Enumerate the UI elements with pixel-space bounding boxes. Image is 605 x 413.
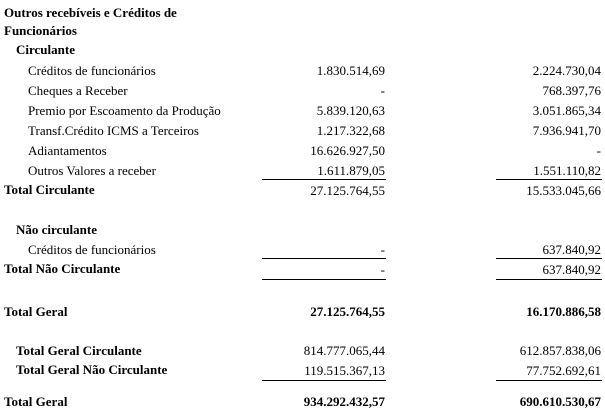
row-label: Adiantamentos [28, 143, 107, 158]
summary-nao-circulante-label: Total Geral Não Circulante [16, 362, 168, 377]
subtotal-rule-col1 [262, 179, 386, 180]
summary-circulante-col2: 612.857.838,06 [519, 343, 601, 358]
total-rule-col1 [262, 279, 386, 280]
row-value-col2: 768.397,76 [542, 83, 601, 98]
row-value-col2: - [596, 143, 601, 158]
total-geral-col2: 16.170.886,58 [526, 304, 601, 319]
total-nao-circulante-col1: - [380, 262, 385, 277]
circulante-heading: Circulante [16, 42, 75, 57]
row-label: Premio por Escoamento da Produção [28, 103, 221, 118]
section-title-line1: Outros recebíveis e Créditos de [4, 5, 177, 20]
row-value-col1: 1.217.322,68 [316, 123, 385, 138]
row-value-col1: 1.611.879,05 [317, 163, 385, 178]
total-circulante-label: Total Circulante [4, 182, 95, 197]
nao-circulante-heading: Não circulante [16, 222, 97, 237]
summary-circulante-label: Total Geral Circulante [16, 343, 142, 358]
total-geral-label: Total Geral [4, 304, 68, 319]
total-circulante-col1: 27.125.764,55 [310, 183, 385, 198]
total-geral-col1: 27.125.764,55 [310, 304, 385, 319]
summary-rule-col1 [262, 380, 386, 381]
row-value-col2: 2.224.730,04 [532, 63, 601, 78]
total-nao-circulante-label: Total Não Circulante [4, 261, 121, 276]
total-nao-circulante-col2: 637.840,92 [542, 262, 601, 277]
grand-total-col1: 934.292.432,57 [303, 394, 385, 409]
summary-nao-circulante-col1: 119.515.367,13 [304, 363, 385, 378]
row-value-col1: - [380, 242, 385, 257]
row-value-col2: 7.936.941,70 [532, 123, 601, 138]
row-label: Créditos de funcionários [28, 242, 156, 257]
row-value-col1: 16.626.927,50 [310, 143, 385, 158]
row-value-col1: 1.830.514,69 [316, 63, 385, 78]
row-value-col2: 637.840,92 [542, 242, 601, 257]
grand-total-col2: 690.610.530,67 [519, 394, 601, 409]
row-label: Transf.Crédito ICMS a Terceiros [28, 123, 199, 138]
grand-total-label: Total Geral [4, 394, 68, 409]
row-value-col2: 3.051.865,34 [532, 103, 601, 118]
total-rule-col2 [496, 279, 602, 280]
section-title-line2: Funcionários [4, 23, 77, 38]
row-value-col1: 5.839.120,63 [316, 103, 385, 118]
summary-rule-col2 [496, 380, 602, 381]
subtotal-rule-col1 [262, 258, 386, 259]
subtotal-rule-col2 [496, 179, 602, 180]
total-circulante-col2: 15.533.045,66 [526, 183, 601, 198]
row-label: Outros Valores a receber [28, 163, 156, 178]
row-label: Cheques a Receber [28, 83, 128, 98]
row-value-col2: 1.551.110,82 [533, 163, 601, 178]
summary-nao-circulante-col2: 77.752.692,61 [526, 363, 601, 378]
row-value-col1: - [380, 83, 385, 98]
summary-circulante-col1: 814.777.065,44 [303, 343, 385, 358]
subtotal-rule-col2 [496, 258, 602, 259]
row-label: Créditos de funcionários [28, 63, 156, 78]
